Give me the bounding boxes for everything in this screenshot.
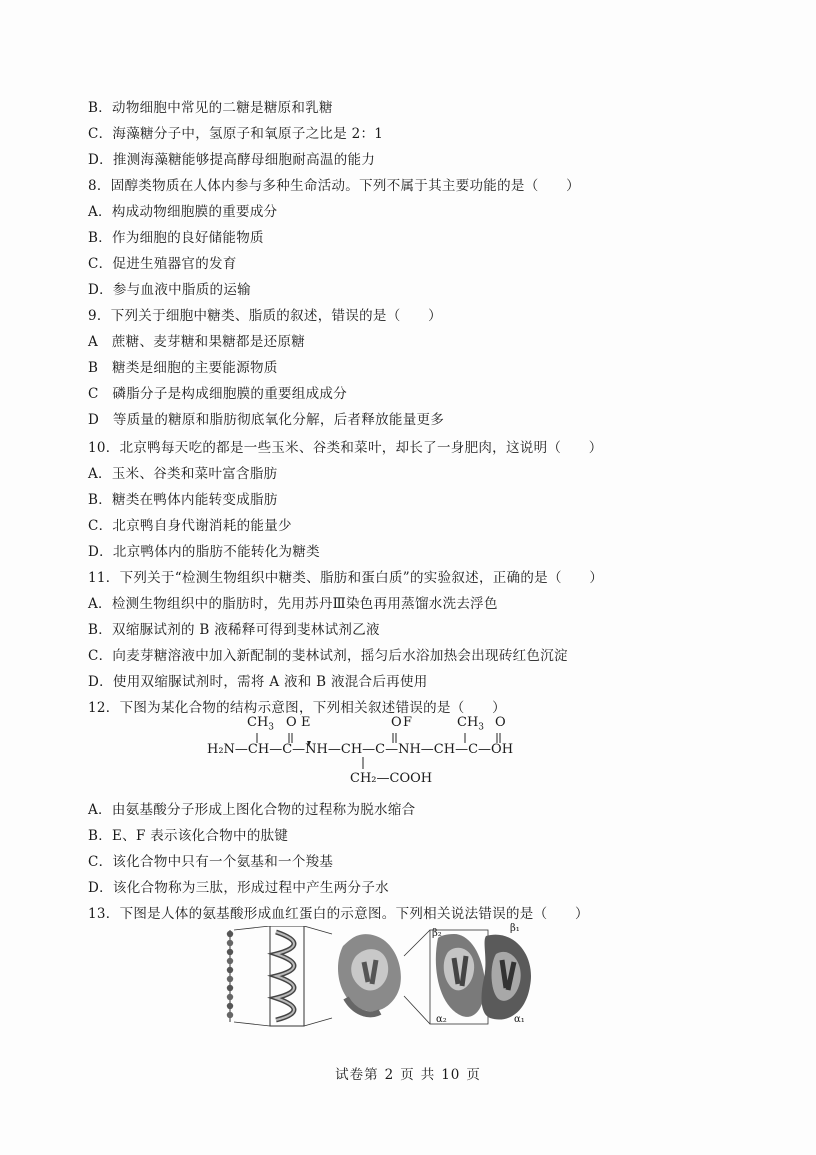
text-line: A．玉米、谷类和菜叶富含脂肪 xyxy=(88,466,278,482)
page-footer: 试卷第 2 页 共 10 页 xyxy=(335,1067,481,1083)
text-line: C 磷脂分子是构成细胞膜的重要组成成分 xyxy=(88,386,348,402)
text-line: C．促进生殖器官的发育 xyxy=(88,256,237,272)
label-f: F xyxy=(403,715,413,730)
text-line: 13．下图是人体的氨基酸形成血红蛋白的示意图。下列相关说法错误的是（ ） xyxy=(88,906,589,922)
text-line: A．由氨基酸分子形成上图化合物的过程称为脱水缩合 xyxy=(88,802,416,818)
text-line: 10．北京鸭每天吃的都是一些玉米、谷类和菜叶，却长了一身肥肉，这说明（ ） xyxy=(88,440,603,456)
methyl-group-right: $CH_3$ xyxy=(457,715,485,733)
text-line: D．推测海藻糖能够提高酵母细胞耐高温的能力 xyxy=(88,152,376,168)
label-beta1: β₁ xyxy=(510,923,520,934)
carbonyl-oxygen-1: O xyxy=(286,715,297,730)
text-line: B 糖类是细胞的主要能源物质 xyxy=(88,360,278,376)
text-line: B．E、F 表示该化合物中的肽键 xyxy=(88,828,289,844)
methyl-group-left: $CH_3$ xyxy=(247,715,275,733)
text-line: C．海藻糖分子中，氢原子和氧原子之比是 2：1 xyxy=(88,126,384,142)
main-chain: H₂N—CH—C—NH—CH—C—NH—CH—C—OH xyxy=(207,742,514,757)
text-line: 12．下图为某化合物的结构示意图，下列相关叙述错误的是（ ） xyxy=(88,700,506,716)
hemoglobin-figure xyxy=(218,923,540,1030)
text-line: A 蔗糖、麦芽糖和果糖都是还原糖 xyxy=(88,334,306,350)
carbonyl-oxygen-3: O xyxy=(495,715,506,730)
text-line: D．该化合物称为三肽，形成过程中产生两分子水 xyxy=(88,880,389,896)
current-page-number: 2 xyxy=(384,1067,395,1083)
carbonyl-oxygen-2: O xyxy=(391,715,402,730)
text-line: 11．下列关于“检测生物组织中糖类、脂肪和蛋白质”的实验叙述，正确的是（ ） xyxy=(88,570,604,586)
label-alpha1: α₁ xyxy=(514,1014,525,1025)
total-page-count: 10 xyxy=(441,1067,461,1083)
label-beta2: β₂ xyxy=(432,928,442,939)
text-line: D．参与血液中脂质的运输 xyxy=(88,282,251,298)
side-chain: CH₂—COOH xyxy=(350,771,433,786)
hemoglobin-tetramer xyxy=(430,930,531,1024)
text-line: 9．下列关于细胞中糖类、脂质的叙述，错误的是（ ） xyxy=(88,308,442,324)
text-line: C．该化合物中只有一个氨基和一个羧基 xyxy=(88,854,334,870)
label-alpha2: α₂ xyxy=(436,1014,447,1025)
amino-acid-beads xyxy=(227,930,233,1022)
text-line: B．动物细胞中常见的二糖是糖原和乳糖 xyxy=(88,100,333,116)
text-line: C．向麦芽糖溶液中加入新配制的斐林试剂，摇匀后水浴加热会出现砖红色沉淀 xyxy=(88,648,568,664)
text-line: A．构成动物细胞膜的重要成分 xyxy=(88,204,278,220)
peptide-structure-diagram xyxy=(195,715,555,795)
text-line: D．北京鸭体内的脂肪不能转化为糖类 xyxy=(88,544,320,560)
folded-subunit xyxy=(338,934,401,1014)
label-e: E xyxy=(301,715,311,730)
hemoglobin-illustration xyxy=(218,926,540,1030)
text-line: D．使用双缩脲试剂时，需将 A 液和 B 液混合后再使用 xyxy=(88,674,428,690)
text-line: B．作为细胞的良好储能物质 xyxy=(88,230,264,246)
text-line: A．检测生物组织中的脂肪时，先用苏丹Ⅲ染色再用蒸馏水洗去浮色 xyxy=(88,596,498,612)
text-line: C．北京鸭自身代谢消耗的能量少 xyxy=(88,518,292,534)
text-line: B．糖类在鸭体内能转变成脂肪 xyxy=(88,492,278,508)
text-line: 8．固醇类物质在人体内参与多种生命活动。下列不属于其主要功能的是（ ） xyxy=(88,178,580,194)
text-line: B．双缩脲试剂的 B 液稀释可得到斐林试剂乙液 xyxy=(88,622,380,638)
text-line: D 等质量的糖原和脂肪彻底氧化分解，后者释放能量更多 xyxy=(88,412,445,428)
